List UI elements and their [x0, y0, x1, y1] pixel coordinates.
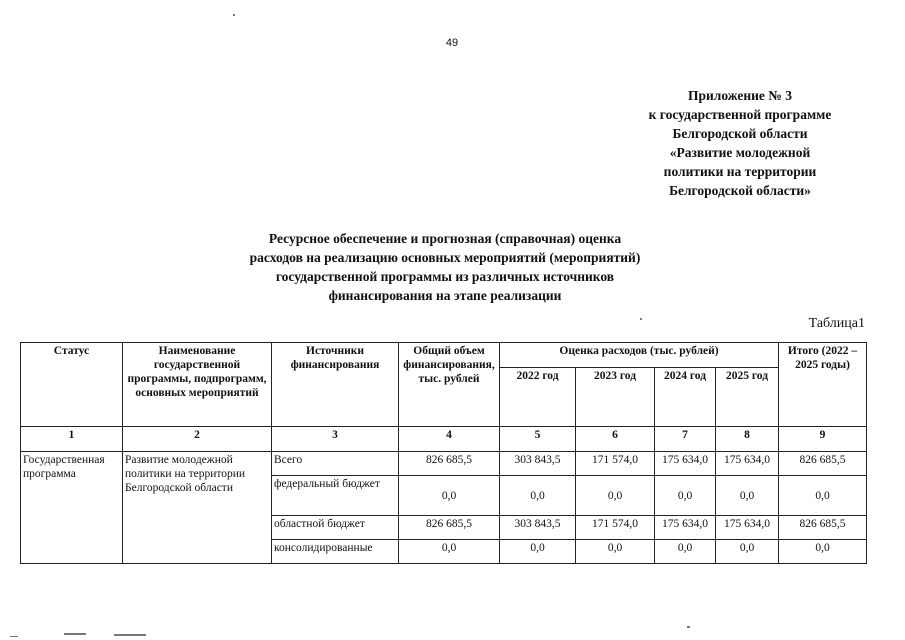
- header-estimate-group: Оценка расходов (тыс. рублей): [500, 343, 779, 368]
- source-cell: консолидированные: [272, 540, 399, 564]
- column-number: 5: [500, 427, 576, 452]
- resource-table: [20, 342, 867, 564]
- source-cell: Всего: [272, 452, 399, 476]
- total-period-cell: 826 685,5: [779, 516, 867, 540]
- column-number: 3: [272, 427, 399, 452]
- source-cell: федеральный бюджет: [272, 476, 399, 516]
- scan-speck: [687, 626, 690, 628]
- source-cell: областной бюджет: [272, 516, 399, 540]
- column-number: 9: [779, 427, 867, 452]
- appendix-line: к государственной программе: [648, 107, 832, 122]
- title-line: расходов на реализацию основных мероприятий (мероприятий): [249, 250, 641, 265]
- column-number: 8: [716, 427, 779, 452]
- year-2024-cell: 175 634,0: [655, 516, 716, 540]
- title-line: государственной программы из различных источников: [275, 269, 615, 284]
- appendix-header: [620, 86, 860, 200]
- total-period-cell: 0,0: [779, 476, 867, 516]
- scan-speck: [10, 636, 18, 637]
- total-period-cell: 0,0: [779, 540, 867, 564]
- scan-speck: [640, 318, 642, 320]
- header-year-2022: 2022 год: [500, 368, 576, 427]
- year-2023-cell: 0,0: [576, 540, 655, 564]
- column-number: 6: [576, 427, 655, 452]
- title-line: Ресурсное обеспечение и прогнозная (справочная) оценка: [268, 231, 622, 246]
- column-number: 2: [123, 427, 272, 452]
- header-total-period: Итого (2022 – 2025 годы): [779, 343, 867, 427]
- appendix-line: Белгородской области: [672, 126, 808, 141]
- year-2024-cell: 0,0: [655, 476, 716, 516]
- year-2025-cell: 0,0: [716, 540, 779, 564]
- column-number-row: [21, 427, 867, 452]
- year-2025-cell: 0,0: [716, 476, 779, 516]
- header-year-2023: 2023 год: [576, 368, 655, 427]
- scan-speck: [64, 633, 86, 635]
- page-number: 49: [445, 37, 459, 49]
- column-number: 4: [399, 427, 500, 452]
- year-2022-cell: 0,0: [500, 540, 576, 564]
- year-2022-cell: 0,0: [500, 476, 576, 516]
- year-2022-cell: 303 843,5: [500, 452, 576, 476]
- column-number: 1: [21, 427, 123, 452]
- status-cell: Государственная программа: [21, 452, 123, 564]
- header-year-2024: 2024 год: [655, 368, 716, 427]
- scan-speck: [233, 14, 235, 16]
- document-title: [200, 229, 690, 305]
- year-2025-cell: 175 634,0: [716, 516, 779, 540]
- table-row: [21, 452, 867, 476]
- year-2024-cell: 175 634,0: [655, 452, 716, 476]
- total-volume-cell: 826 685,5: [399, 452, 500, 476]
- total-volume-cell: 826 685,5: [399, 516, 500, 540]
- year-2023-cell: 0,0: [576, 476, 655, 516]
- total-volume-cell: 0,0: [399, 476, 500, 516]
- year-2025-cell: 175 634,0: [716, 452, 779, 476]
- year-2023-cell: 171 574,0: [576, 516, 655, 540]
- year-2024-cell: 0,0: [655, 540, 716, 564]
- total-period-cell: 826 685,5: [779, 452, 867, 476]
- table-caption: Таблица1: [808, 316, 865, 331]
- header-year-2025: 2025 год: [716, 368, 779, 427]
- header-row: [21, 343, 867, 368]
- program-name-cell: Развитие молодежной политики на территории Белгородской области: [123, 452, 272, 564]
- year-2023-cell: 171 574,0: [576, 452, 655, 476]
- header-status: Статус: [21, 343, 123, 427]
- appendix-line: политики на территории: [663, 164, 817, 179]
- appendix-line: Приложение № 3: [688, 88, 792, 103]
- scan-speck: [114, 634, 146, 636]
- header-sources: Источники финансирования: [272, 343, 399, 427]
- column-number: 7: [655, 427, 716, 452]
- year-2022-cell: 303 843,5: [500, 516, 576, 540]
- total-volume-cell: 0,0: [399, 540, 500, 564]
- title-line: финансирования на этапе реализации: [328, 288, 562, 303]
- header-name: Наименование государственной программы, подпрограмм, основных мероприятий: [123, 343, 272, 427]
- header-total-volume: Общий объем финансирования, тыс. рублей: [399, 343, 500, 427]
- appendix-line: Белгородской области»: [669, 183, 811, 198]
- appendix-line: «Развитие молодежной: [669, 145, 811, 160]
